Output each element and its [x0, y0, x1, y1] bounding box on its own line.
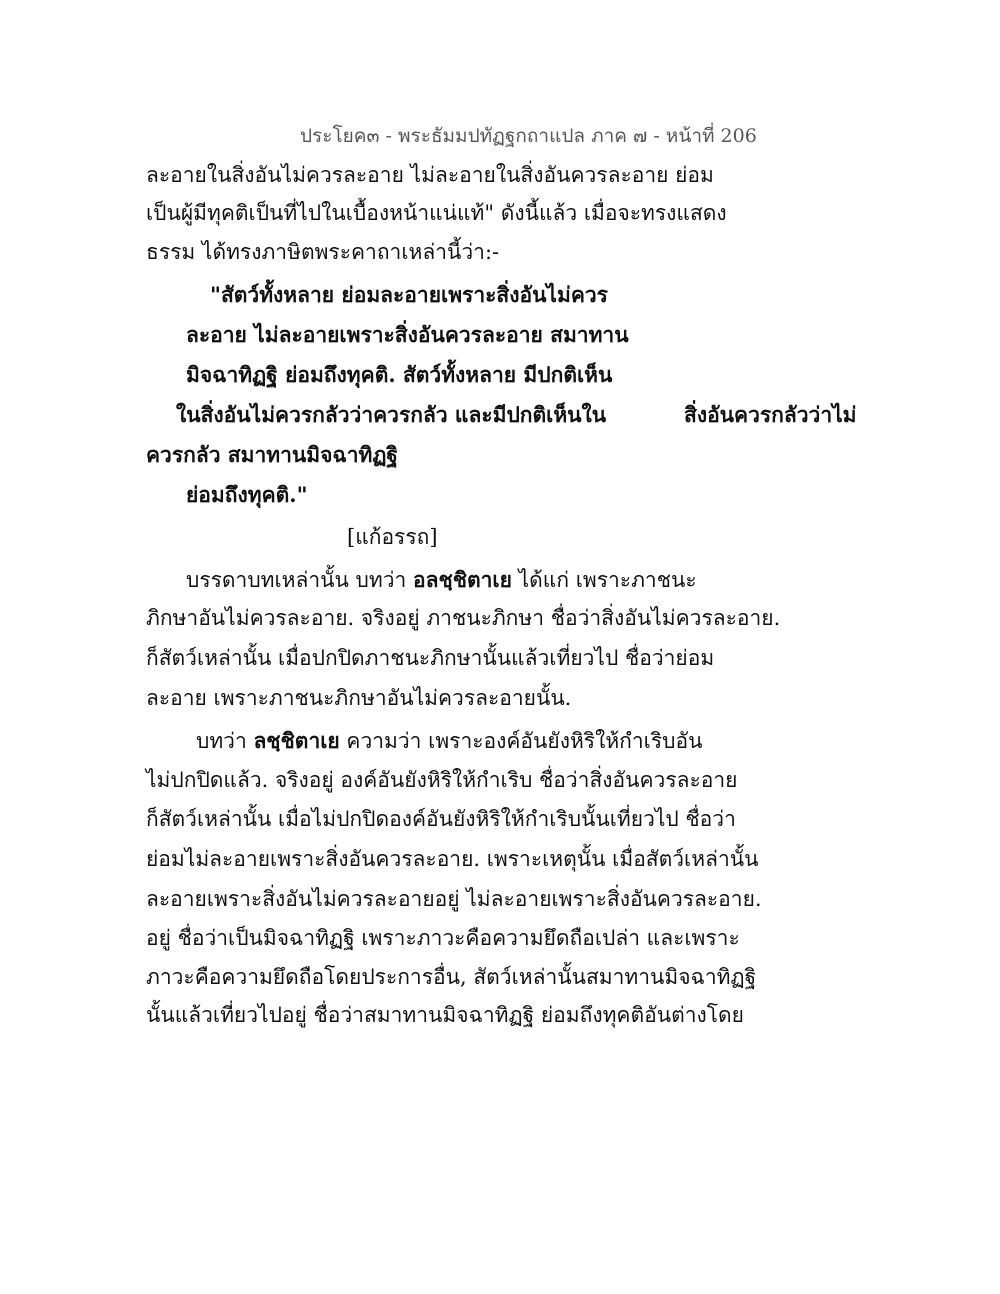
body-line: ย่อมไม่ละอายเพราะสิ่งอันควรละอาย. เพราะเหตุนั้น เมื่อสัตว์เหล่านั้น — [146, 847, 759, 871]
body-line: ภาวะคือความยึดถือโดยประการอื่น, สัตว์เหล่านั้นสมาทานมิจฉาทิฏฐิ — [146, 965, 757, 989]
verse-line: ละอาย ไม่ละอายเพราะสิ่งอันควรละอาย สมาทาน — [186, 322, 629, 347]
verse-line: ควรกลัว สมาทานมิจฉาทิฏฐิ — [146, 442, 399, 467]
pali-term: อลชฺชิตาเย — [413, 567, 512, 592]
text-run: บทว่า — [196, 729, 254, 753]
body-line: ก็สัตว์เหล่านั้น เมื่อปกปิดภาชนะภิกษานั้นแล้วเที่ยวไป ชื่อว่าย่อม — [146, 646, 715, 670]
body-line: ละอายในสิ่งอันไม่ควรละอาย ไม่ละอายในสิ่งอันควรละอาย ย่อม — [146, 163, 714, 187]
body-line: อยู่ ชื่อว่าเป็นมิจฉาทิฏฐิ เพราะภาวะคือความยึดถือเปล่า และเพราะ — [146, 926, 740, 950]
verse-line: ในสิ่งอันไม่ควรกลัวว่าควรกลัว และมีปกติเห็นใน — [176, 402, 607, 427]
verse-line: สิ่งอันควรกลัวว่าไม่ — [684, 402, 857, 427]
body-line: เป็นผู้มีทุคติเป็นที่ไปในเบื้องหน้าแน่แท้" ดังนี้แล้ว เมื่อจะทรงแสดง — [146, 201, 727, 225]
section-title: [แก้อรรถ] — [347, 525, 438, 549]
body-line: นั้นแล้วเที่ยวไปอยู่ ชื่อว่าสมาทานมิจฉาทิฏฐิ ย่อมถึงทุคติอันต่างโดย — [146, 1003, 744, 1027]
verse-line: ย่อมถึงทุคติ." — [186, 482, 308, 507]
body-line: ไม่ปกปิดแล้ว. จริงอยู่ องค์อันยังหิริให้กำเริบ ชื่อว่าสิ่งอันควรละอาย — [146, 768, 738, 792]
body-line: ภิกษาอันไม่ควรละอาย. จริงอยู่ ภาชนะภิกษา ชื่อว่าสิ่งอันไม่ควรละอาย. — [146, 606, 781, 630]
text-run: ความว่า เพราะองค์อันยังหิริให้กำเริบอัน — [339, 729, 703, 753]
verse-line: มิจฉาทิฏฐิ ย่อมถึงทุคติ. สัตว์ทั้งหลาย มีปกติเห็น — [186, 362, 613, 387]
body-line: ละอาย เพราะภาชนะภิกษาอันไม่ควรละอายนั้น. — [146, 686, 572, 710]
body-line — [186, 565, 697, 595]
verse-line: "สัตว์ทั้งหลาย ย่อมละอายเพราะสิ่งอันไม่ควร — [210, 282, 608, 307]
pali-term: ลชฺชิตาเย — [253, 728, 340, 753]
page-header: ประโยค๓ - พระธัมมปทัฏฐกถาแปล ภาค ๗ - หน้าที่ 206 — [300, 125, 757, 147]
body-line — [196, 726, 702, 756]
text-run: ได้แก่ เพราะภาชนะ — [511, 568, 697, 592]
body-line: ละอายเพราะสิ่งอันไม่ควรละอายอยู่ ไม่ละอายเพราะสิ่งอันควรละอาย. — [146, 887, 762, 911]
body-line: ก็สัตว์เหล่านั้น เมื่อไม่ปกปิดองค์อันยังหิริให้กำเริบนั้นเที่ยวไป ชื่อว่า — [146, 807, 736, 831]
text-run: บรรดาบทเหล่านั้น บทว่า — [186, 568, 413, 592]
body-line: ธรรม ได้ทรงภาษิตพระคาถาเหล่านี้ว่า:- — [146, 240, 500, 264]
